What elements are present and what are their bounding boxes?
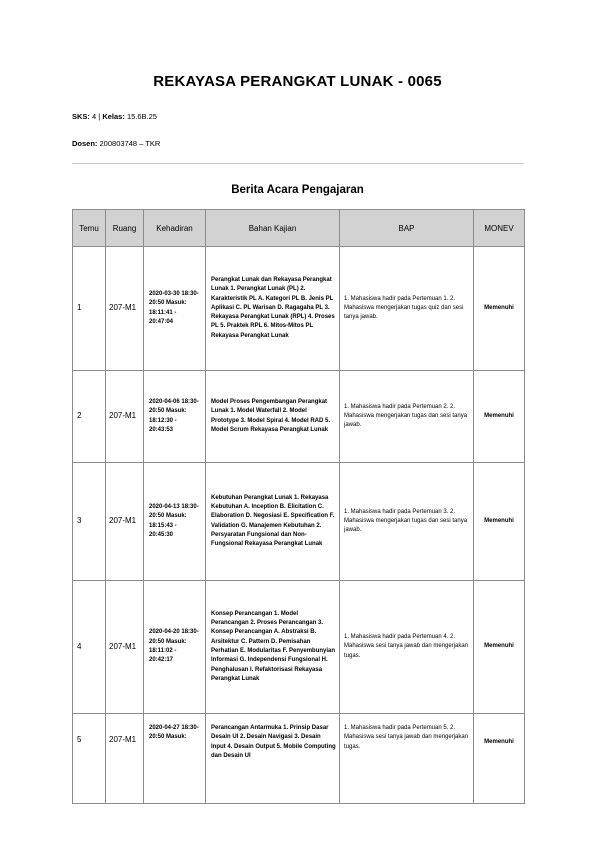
cell-monev: Memenuhi: [474, 371, 525, 463]
sks-value: 4: [92, 112, 97, 121]
cell-bahan-kajian: Perancangan Antarmuka 1. Prinsip Dasar Desain UI 2. Desain Navigasi 3. Desain Input 4. Desain Output 5. Mobile Computing dan Desain UI: [206, 714, 340, 804]
cell-temu: 4: [73, 581, 106, 714]
cell-ruang: 207-M1: [106, 463, 144, 581]
kelas-label: Kelas:: [102, 112, 125, 121]
course-info: [72, 112, 157, 121]
cell-ruang: 207-M1: [106, 714, 144, 804]
cell-bahan-kajian: Konsep Perancangan 1. Model Perancangan 2. Proses Perancangan 3. Konsep Perancangan A. Abstraksi B. Arsitektur C. Pattern D. Pemisahan Perhatian E. Modularitas F. Penyembunyian Informasi G. Independensi Fungsional H. Penghalusan I. Refaktorisasi Rekayasa Perangkat Lunak: [206, 581, 340, 714]
header-temu: Temu: [73, 210, 106, 247]
cell-bahan-kajian: Model Proses Pengembangan Perangkat Lunak 1. Model Waterfall 2. Model Prototype 3. Model Spiral 4. Model RAD 5. Model Scrum Rekayasa Perangkat Lunak: [206, 371, 340, 463]
cell-temu: 3: [73, 463, 106, 581]
cell-temu: 5: [73, 714, 106, 804]
header-ruang: Ruang: [106, 210, 144, 247]
table-row: [73, 247, 525, 371]
section-title: Berita Acara Pengajaran: [231, 184, 364, 196]
cell-monev: Memenuhi: [474, 714, 525, 804]
cell-bahan-kajian: Kebutuhan Perangkat Lunak 1. Rekayasa Kebutuhan A. Inception B. Elicitation C. Elaboration D. Negosiasi E. Specification F. Validation G. Manajemen Kebutuhan 2. Persyaratan Fungsional dan Non-Fungsional Rekayasa Perangkat Lunak: [206, 463, 340, 581]
cell-bahan-kajian: Perangkat Lunak dan Rekayasa Perangkat Lunak 1. Perangkat Lunak (PL) 2. Karakteristik PL A. Kategori PL B. Jenis PL Aplikasi C. PL Warisan D. Ragagaha PL 3. Rekayasa Perangkat Lunak (RPL) 4. Proses PL 5. Praktek RPL 6. Mitos-Mitos PL Rekayasa Perangkat Lunak: [206, 247, 340, 371]
table-header-row: [73, 210, 525, 247]
page-title: REKAYASA PERANGKAT LUNAK - 0065: [153, 73, 442, 90]
sks-label: SKS:: [72, 112, 90, 121]
cell-kehadiran: 2020-04-27 18:30-20:50 Masuk:: [144, 714, 206, 804]
dosen-value: 200803748 – TKR: [99, 139, 161, 148]
cell-ruang: 207-M1: [106, 247, 144, 371]
dosen-label: Dosen:: [72, 139, 98, 148]
header-kehadiran: Kehadiran: [144, 210, 206, 247]
table-row: [73, 581, 525, 714]
cell-kehadiran: 2020-04-06 18:30-20:50 Masuk: 18:12:30 - 20:43:53: [144, 371, 206, 463]
kelas-value: 15.6B.25: [126, 112, 157, 121]
cell-ruang: 207-M1: [106, 371, 144, 463]
cell-bap: 1. Mahasiswa hadir pada Pertemuan 2. 2. Mahasiswa mengerjakan tugas dan sesi tanya jawab.: [340, 371, 474, 463]
cell-kehadiran: 2020-03-30 18:30-20:50 Masuk: 18:11:41 - 20:47:04: [144, 247, 206, 371]
cell-monev: Memenuhi: [474, 463, 525, 581]
header-monev: MONEV: [474, 210, 525, 247]
cell-bap: 1. Mahasiswa hadir pada Pertemuan 1. 2. Mahasiswa mengerjakan tugas quiz dan sesi tanya jawab.: [340, 247, 474, 371]
cell-kehadiran: 2020-04-13 18:30-20:50 Masuk: 18:15:43 - 20:45:30: [144, 463, 206, 581]
divider: [72, 163, 524, 164]
teaching-report-table: [72, 209, 525, 804]
table-row: [73, 371, 525, 463]
info-separator: |: [98, 112, 101, 121]
cell-ruang: 207-M1: [106, 581, 144, 714]
header-bap: BAP: [340, 210, 474, 247]
cell-temu: 1: [73, 247, 106, 371]
cell-bap: 1. Mahasiswa hadir pada Pertemuan 4. 2. Mahasiswa sesi tanya jawab dan mengerjakan tugas.: [340, 581, 474, 714]
table-row: [73, 463, 525, 581]
cell-bap: 1. Mahasiswa hadir pada Pertemuan 5. 2. Mahasiswa sesi tanya jawab dan mengerjakan tugas.: [340, 714, 474, 804]
cell-monev: Memenuhi: [474, 247, 525, 371]
lecturer-info: [72, 139, 160, 148]
cell-monev: Memenuhi: [474, 581, 525, 714]
header-bahan-kajian: Bahan Kajian: [206, 210, 340, 247]
cell-bap: 1. Mahasiswa hadir pada Pertemuan 3. 2. Mahasiswa mengerjakan tugas dan sesi tanya jawab.: [340, 463, 474, 581]
cell-kehadiran: 2020-04-20 18:30-20:50 Masuk: 18:11:02 - 20:42:17: [144, 581, 206, 714]
table-row: [73, 714, 525, 804]
cell-temu: 2: [73, 371, 106, 463]
